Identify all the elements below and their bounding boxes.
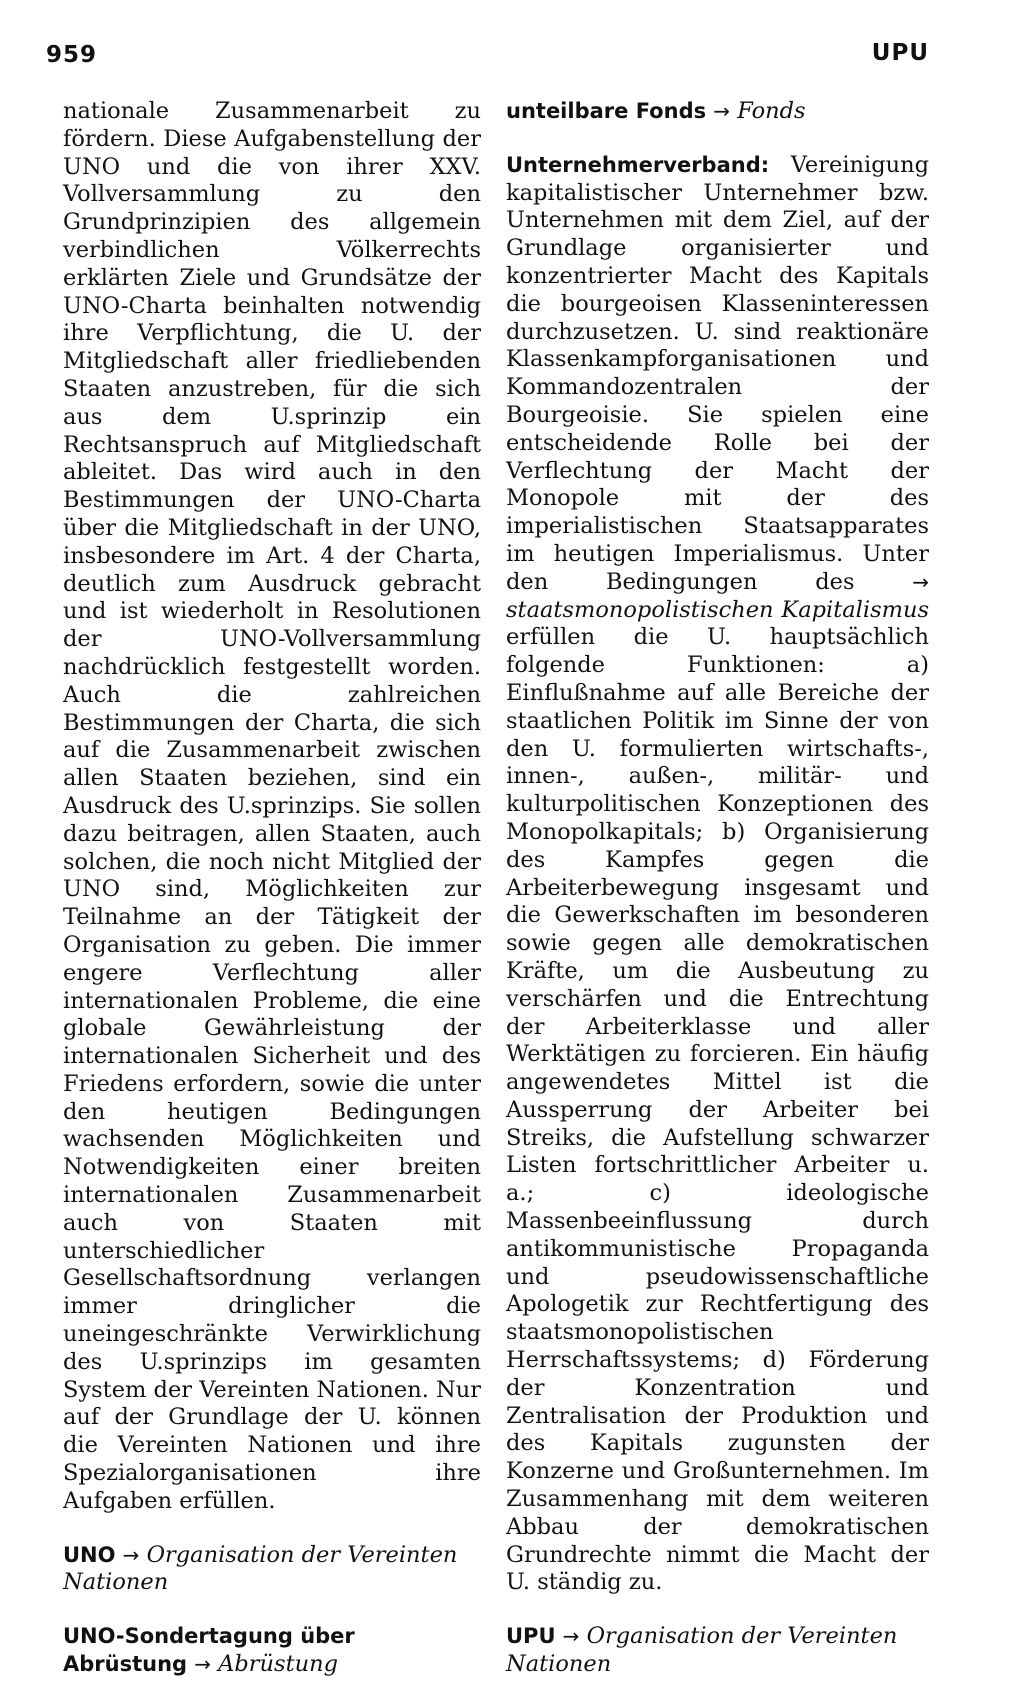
headword-uno: UNO [63, 1542, 116, 1567]
entry-unternehmerverband [506, 152, 929, 1597]
entry-upu [506, 1623, 929, 1679]
cross-reference-arrow-icon: → [912, 569, 929, 594]
entry-unteilbare-fonds [506, 98, 929, 126]
cross-reference-arrow-icon: → [194, 1652, 211, 1677]
cross-reference-link[interactable]: Organisation der Vereinten Nationen [506, 1623, 898, 1678]
entry-body-text: Vereinigung kapitalistischer Unternehmer bzw. Unternehmen mit dem Ziel, auf der Grundlage organisierter und konzentrierter Macht des Kapitals die bourgeoisen Klasseninteressen durchzusetzen. U. sind reaktionäre Klassenkampforganisationen und Kommandozentralen der Bourgeoisie. Sie spielen eine entscheidende Rolle bei der Verflechtung der Macht der Monopole mit der des imperialistischen Staatsapparates im heutigen Imperialismus. Unter den Bedingungen des [506, 151, 929, 595]
cross-reference-link[interactable]: Organisation der Vereinten Nationen [63, 1541, 458, 1596]
entry-continuation-text: nationale Zusammenarbeit zu fördern. Diese Aufgabenstellung der UNO und die von ihrer XXV. Vollversammlung zu den Grundprinzipien des allgemein verbindlichen Völkerrechts erklärten Ziele und Grundsätze der UNO-Charta beinhalten notwendig ihre Verpflichtung, die U. der Mitgliedschaft aller friedliebenden Staaten anzustreben, für die sich aus dem U.sprinzip ein Rechtsanspruch auf Mitgliedschaft ableitet. Das wird auch in den Bestimmungen der UNO-Charta über die Mitgliedschaft in der UNO, insbesondere im Art. 4 der Charta, deutlich zum Ausdruck gebracht und ist wiederholt in Resolutionen der UNO-Vollversammlung nachdrücklich festgestellt worden. Auch die zahlreichen Bestimmungen der Charta, die sich auf die Zusammenarbeit zwischen allen Staaten beziehen, sind ein Ausdruck des U.sprinzips. Sie sollen dazu beitragen, allen Staaten, auch solchen, die noch nicht Mitglied der UNO sind, Möglichkeiten zur Teilnahme an der Tätigkeit der Organisation zu geben. Die immer engere Verflechtung aller internationalen Probleme, die eine globale Gewährleistung der internationalen Sicherheit und des Friedens erfordern, sowie die unter den heutigen Bedingungen wachsenden Möglichkeiten und Notwendigkeiten einer breiten internationalen Zusammenarbeit auch von Staaten mit unterschiedlicher Gesellschaftsordnung verlangen immer dringlicher die uneingeschränkte Verwirklichung des U.sprinzips im gesamten System der Vereinten Nationen. Nur auf der Grundlage der U. können die Vereinten Nationen und ihre Spezialorganisationen ihre Aufgaben erfüllen. [63, 98, 481, 1514]
cross-reference-link[interactable]: staatsmonopolistischen Kapitalismus [506, 596, 929, 623]
entry-body-text: erfüllen die U. hauptsächlich folgende Funktionen: a) Einflußnahme auf alle Bereiche der staatlichen Politik im Sinne der von den U. formulierten wirtschafts-, innen-, außen-, militär- und kulturpolitischen Konzeptionen des Monopolkapitals; b) Organisierung des Kampfes gegen die Arbeiterbewegung insgesamt und die Gewerkschaften im besonderen sowie gegen alle demokratischen Kräfte, um die Ausbeutung zu verschärfen und die Entrechtung der Arbeiterklasse und aller Werktätigen zu forcieren. Ein häufig angewendetes Mittel ist die Aussperrung der Arbeiter bei Streiks, die Aufstellung schwarzer Listen fortschrittlicher Arbeiter u. a.; c) ideologische Massenbeeinflussung durch antikommunistische Propaganda und pseudowissenschaftliche Apologetik zur Rechtfertigung des staatsmonopolistischen Herrschaftssystems; d) Förderung der Konzentration und Zentralisation der Produktion und des Kapitals zugunsten der Konzerne und Großunternehmen. Im Zusammenhang mit dem weiteren Abbau der demokratischen Grundrechte nimmt die Macht der U. ständig zu. [506, 624, 929, 1596]
page-number: 959 [46, 42, 98, 68]
headword-upu: UPU [506, 1624, 556, 1649]
cross-reference-link[interactable]: Abrüstung [218, 1651, 339, 1678]
running-head: UPU [871, 40, 929, 66]
cross-reference-link[interactable]: Fonds [737, 98, 806, 124]
right-column [506, 98, 929, 1705]
cross-reference-arrow-icon: → [713, 99, 731, 123]
left-column [63, 98, 481, 1705]
entry-uno [63, 1542, 481, 1598]
cross-reference-arrow-icon: → [122, 1542, 140, 1567]
headword-unteilbare-fonds: unteilbare Fonds [506, 99, 707, 123]
headword-uno-sondertagung: UNO-Sondertagung über Abrüstung [63, 1624, 355, 1677]
headword-unternehmerverband: Unternehmerverband: [506, 152, 770, 177]
entry-uno-sondertagung [63, 1623, 481, 1679]
cross-reference-arrow-icon: → [562, 1624, 580, 1649]
